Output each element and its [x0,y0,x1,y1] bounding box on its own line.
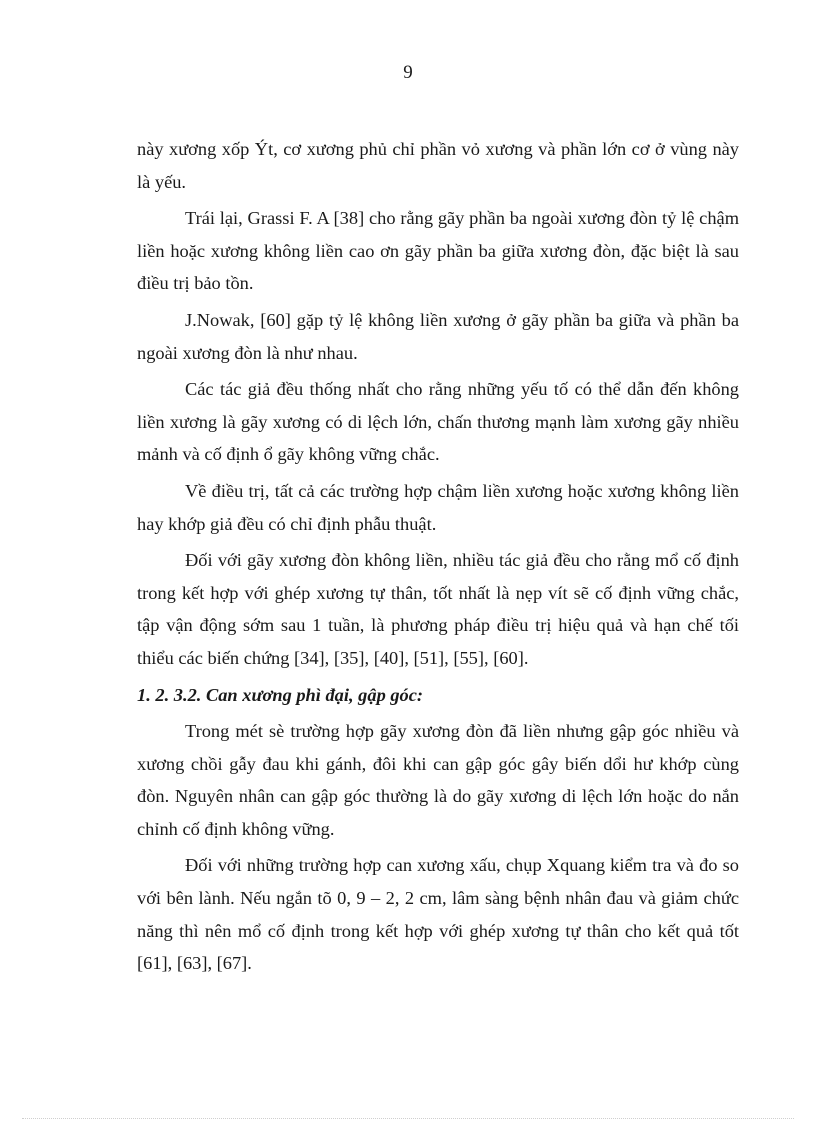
page-number: 9 [403,62,413,83]
document-body [137,133,739,984]
paragraph: Trong mét sè trường hợp gãy xương đòn đã liền nhưng gập góc nhiều và xương chồi gẫy đau khi gánh, đôi khi can gập góc gây biến dổi hư khớp cùng đòn. Nguyên nhân can gập góc thường là do gãy xương di lệch lớn hoặc do nắn chỉnh cố định không vững. [137,721,739,839]
section-heading: 1. 2. 3.2. Can xương phì đại, gập góc: [137,684,424,705]
paragraph: Trái lại, Grassi F. A [38] cho rằng gãy phần ba ngoài xương đòn tỷ lệ chậm liền hoặc xương không liền cao ơn gãy phần ba giữa xương đòn, đặc biệt là sau điều trị bảo tồn. [137,208,739,294]
paragraph: Về điều trị, tất cả các trường hợp chậm liền xương hoặc xương không liền hay khớp giả đều có chỉ định phẫu thuật. [137,480,739,534]
paragraph-continuation: này xương xốp Ýt, cơ xương phủ chỉ phần vỏ xương và phần lớn cơ ở vùng này là yếu. [137,139,739,192]
paragraph: Các tác giả đều thống nhất cho rằng những yếu tố có thể dẫn đến không liền xương là gãy xương có di lệch lớn, chấn thương mạnh làm xương gãy nhiều mảnh và cố định ổ gãy không vững chắc. [137,379,739,465]
paragraph: Đối với gãy xương đòn không liền, nhiều tác giả đều cho rằng mổ cố định trong kết hợp với ghép xương tự thân, tốt nhất là nẹp vít sẽ cố định vững chắc, tập vận động sớm sau 1 tuần, là phương pháp điều trị hiệu quả và hạn chế tối thiểu các biến chứng [34], [35], [40], [51], [55], [60]. [137,550,739,668]
paragraph: J.Nowak, [60] gặp tỷ lệ không liền xương ở gãy phần ba giữa và phần ba ngoài xương đòn là như nhau. [137,309,739,363]
paragraph: Đối với những trường hợp can xương xấu, chụp Xquang kiểm tra và đo so với bên lành. Nếu ngắn tõ 0, 9 – 2, 2 cm, lâm sàng bệnh nhân đau và giảm chức năng thì nên mổ cố định trong kết hợp với ghép xương tự thân cho kết quả tốt [61], [63], [67]. [137,855,739,974]
page-bottom-divider [22,1118,794,1119]
